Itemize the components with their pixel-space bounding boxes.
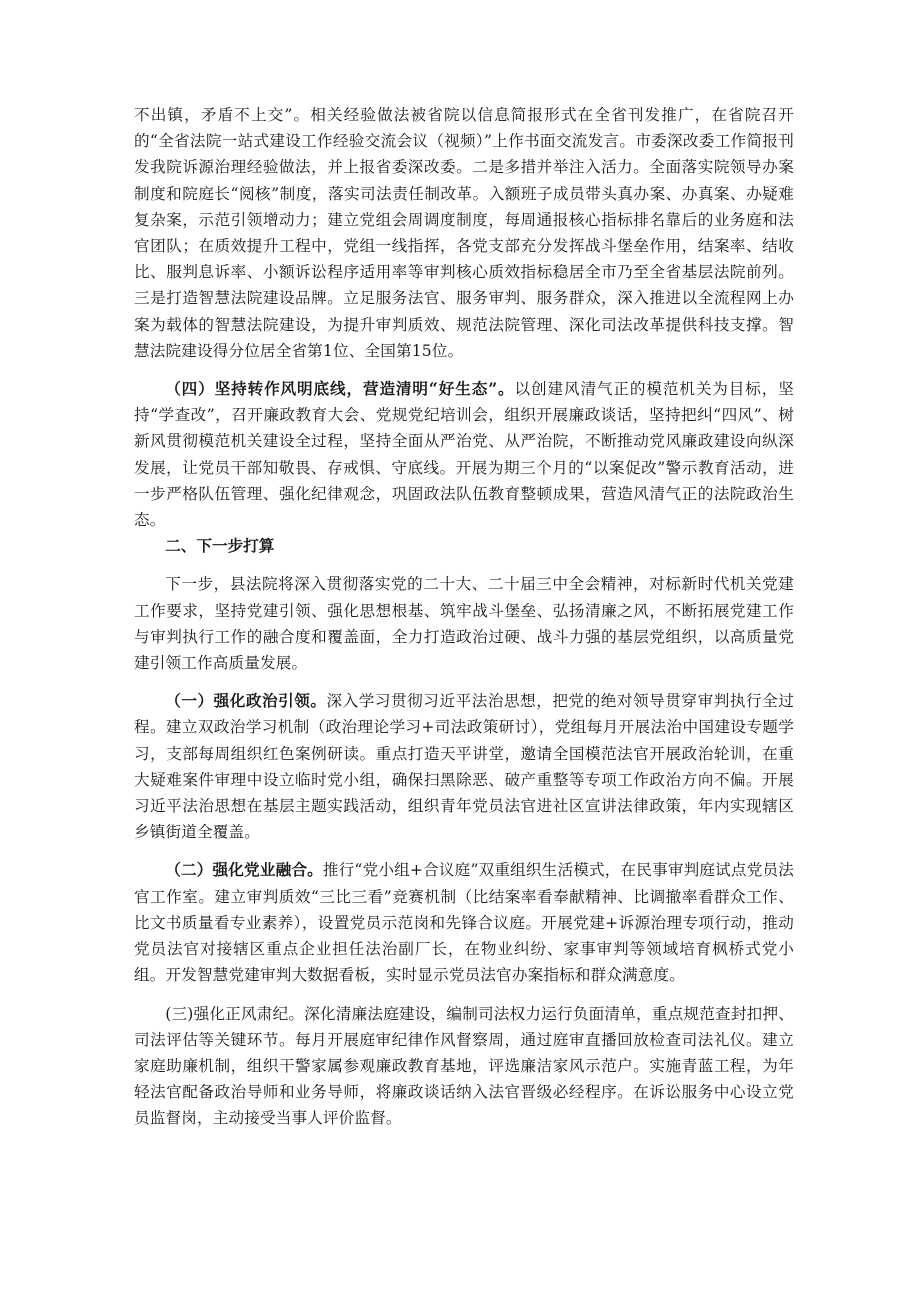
item2-body: 推行“党小组+合议庭”双重组织生活模式，在民事审判庭试点党员法官工作室。建立审判质效“三比三看”竞赛机制（比结案率看奉献精神、比调撤率看群众工作、比文书质量看专业素养），设置党员示范岗和先锋合议庭。开展党建+诉源治理专项行动，推动党员法官对接辖区重点企业担任法治副厂长，在物业纠纷、家事审判等领域培育枫桥式党小组。开发智慧党建审判大数据看板，实时显示党员法官办案指标和群众满意度。 <box>134 861 794 985</box>
item3-body: 深化清廉法庭建设，编制司法权力运行负面清单，重点规范查封扣押、司法评估等关键环节。每月开展庭审纪律作风督察周，通过庭审直播回放检查司法礼仪。建立家庭助廉机制，组织干警家属参观廉政教育基地，评选廉洁家风示范户。实施青蓝工程，为年轻法官配备政治导师和业务导师，将廉政谈话纳入法官晋级必经程序。在诉讼服务中心设立党员监督岗，主动接受当事人评价监督。 <box>134 1004 794 1128</box>
item2-paragraph <box>134 857 794 988</box>
part2-heading: 二、下一步打算 <box>165 536 275 556</box>
item3-heading: (三)强化正风肃纪。 <box>165 1004 305 1023</box>
item1-body: 深入学习贯彻习近平法治思想，把党的绝对领导贯穿审判执行全过程。建立双政治学习机制（政治理论学习+司法政策研讨），党组每月开展法治中国建设专题学习，支部每周组织红色案例研读。重点打造天平讲堂，邀请全国模范法官开展政治轮训，在重大疑难案件审理中设立临时党小组，确保扫黑除恶、破产重整等专项工作政治方向不偏。开展习近平法治思想在基层主题实践活动，组织青年党员法官进社区宣讲法律政策，年内实现辖区乡镇街道全覆盖。 <box>134 692 794 842</box>
item1-heading: （一）强化政治引领。 <box>165 691 327 711</box>
section4-paragraph <box>134 376 794 533</box>
section4-heading: （四）坚持转作风明底线，营造清明“好生态”。 <box>165 379 515 399</box>
continuation-paragraph: 不出镇，矛盾不上交”。相关经验做法被省院以信息简报形式在全省刊发推广，在省院召开的“全省法院一站式建设工作经验交流会议（视频）”上作书面交流发言。市委深改委工作简报刊发我院诉源治理经验做法，并上报省委深改委。二是多措并举注入活力。全面落实院领导办案制度和院庭长“阅核”制度，落实司法责任制改革。入额班子成员带头真办案、办真案、办疑难复杂案，示范引领增动力；建立党组会周调度制度，每周通报核心指标排名靠后的业务庭和法官团队；在质效提升工程中，党组一线指挥，各党支部充分发挥战斗堡垒作用，结案率、结收比、服判息诉率、小额诉讼程序适用率等审判核心质效指标稳居全市乃至全省基层法院前列。三是打造智慧法院建设品牌。立足服务法官、服务审判、服务群众，深入推进以全流程网上办案为载体的智慧法院建设，为提升审判质效、规范法院管理、深化司法改革提供科技支撑。智慧法院建设得分位居全省第1位、全国第15位。 <box>134 106 794 360</box>
document-page <box>134 102 794 1132</box>
part2-intro: 下一步，县法院将深入贯彻落实党的二十大、二十届三中全会精神，对标新时代机关党建工作要求，坚持党建引领、强化思想根基、筑牢战斗堡垒、弘扬清廉之风，不断拓展党建工作与审判执行工作的融合度和覆盖面，全力打造政治过硬、战斗力强的基层党组织，以高质量党建引领工作高质量发展。 <box>134 575 794 673</box>
item3-paragraph <box>134 1001 794 1132</box>
item1-paragraph <box>134 688 794 845</box>
section4-body: 以创建风清气正的模范机关为目标，坚持“学查改”，召开廉政教育大会、党规党纪培训会，组织开展廉政谈话，坚持把纠“四风”、树新风贯彻模范机关建设全过程，坚持全面从严治党、从严治院，不断推动党风廉政建设向纵深发展，让党员干部知敬畏、存戒惧、守底线。开展为期三个月的“以案促改”警示教育活动，进一步严格队伍管理、强化纪律观念，巩固政法队伍教育整顿成果，营造风清气正的法院政治生态。 <box>134 380 794 530</box>
item2-heading: （二）强化党业融合。 <box>165 860 323 880</box>
